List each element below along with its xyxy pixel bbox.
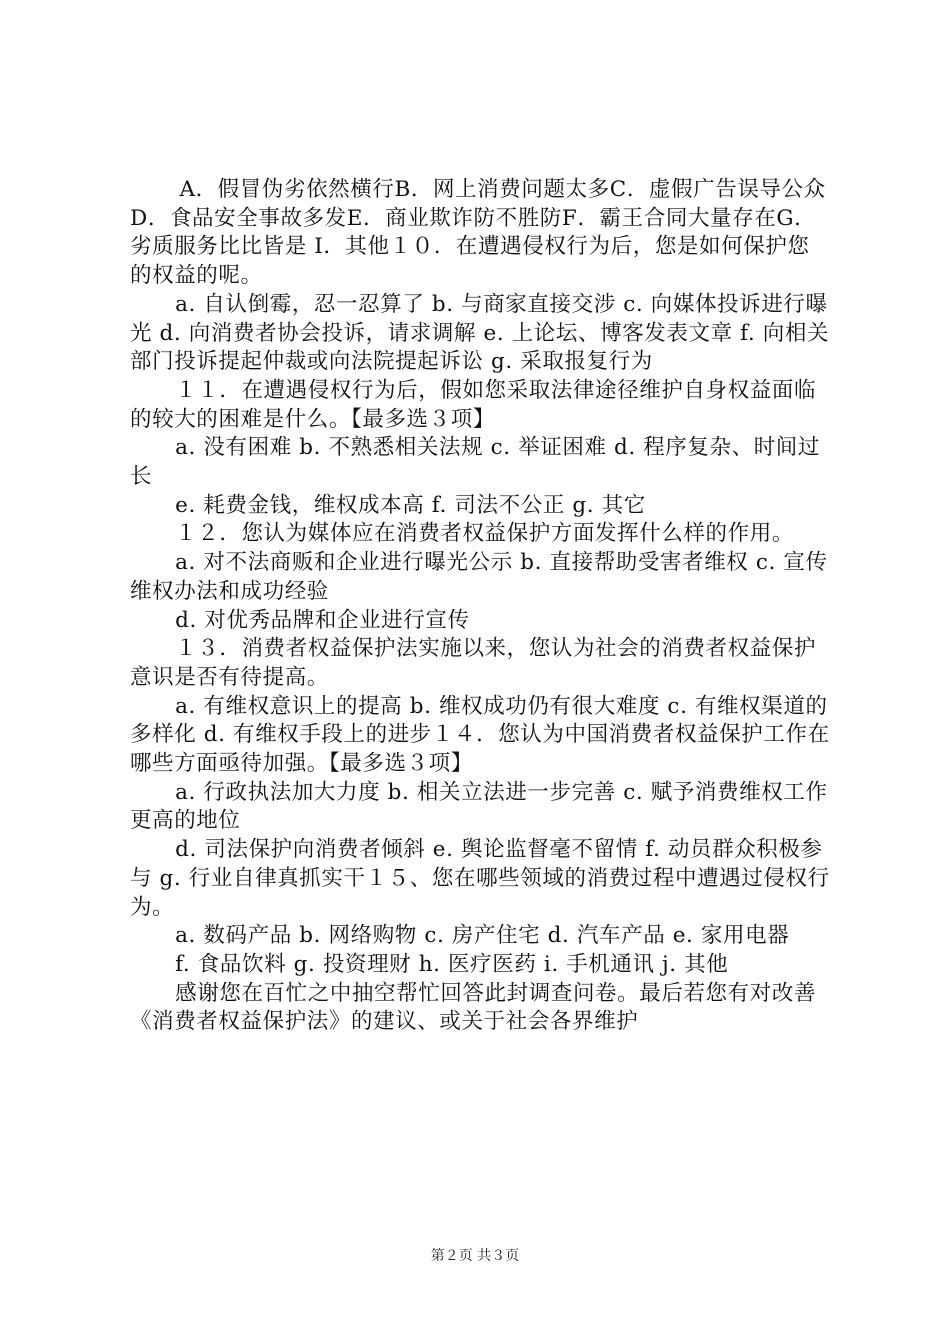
paragraph-q13: １３．消费者权益保护法实施以来，您认为社会的消费者权益保护意识是否有待提高。 [130, 636, 817, 690]
paragraph-q10-options: a. 自认倒霉，忍一忍算了 b. 与商家直接交涉 c. 向媒体投诉进行曝光 d. 向消费者协会投诉，请求调解 e. 上论坛、博客发表文章 f. 向相关部门投诉提起仲裁或向法院提起诉讼 g. 采取报复行为 [130, 291, 830, 375]
paragraph-q13-options-q14: a. 有维权意识上的提高 b. 维权成功仍有很大难度 c. 有维权渠道的多样化 d. 有维权手段上的进步１４．您认为中国消费者权益保护工作在哪些方面亟待加强。【最多选３项】 [130, 693, 830, 777]
paragraph-q15-options-b: f. 食品饮料 g. 投资理财 h. 医疗医药 i. 手机通讯 j. 其他 [175, 951, 729, 977]
paragraph-closing: 感谢您在百忙之中抽空帮忙回答此封调查问卷。最后若您有对改善《消费者权益保护法》的建议、或关于社会各界维护 [130, 980, 817, 1035]
paragraph-q14-options-b-q15: d. 司法保护向消费者倾斜 e. 舆论监督毫不留情 f. 动员群众积极参与 g. 行业自律真抓实干１５、您在哪些领域的消费过程中遭遇过侵权行为。 [130, 837, 830, 920]
paragraph-q11: １１．在遭遇侵权行为后，假如您采取法律途径维护自身权益面临的较大的困难是什么。【最多选３项】 [130, 377, 817, 432]
paragraph-q14-options-a: a. 行政执法加大力度 b. 相关立法进一步完善 c. 赋予消费维权工作更高的地位 [130, 779, 828, 834]
document-body [130, 176, 830, 1037]
paragraph-q12: １２．您认为媒体应在消费者权益保护方面发挥什么样的作用。 [175, 521, 794, 547]
paragraph-q12-options-b: d. 对优秀品牌和企业进行宣传 [175, 607, 470, 633]
paragraph-q12-options-a: a. 对不法商贩和企业进行曝光公示 b. 直接帮助受害者维权 c. 宣传维权办法和成功经验 [130, 550, 828, 604]
paragraph-q11-options-a: a. 没有困难 b. 不熟悉相关法规 c. 举证困难 d. 程序复杂、时间过长 [130, 435, 821, 490]
paragraph-options-list: A．假冒伪劣依然横行B．网上消费问题太多C．虚假广告误导公众D．食品安全事故多发E．商业欺诈防不胜防F．霸王合同大量存在G．劣质服务比比皆是 I．其他１０．在遭遇侵权行为后，您是如何保护您的权益的呢。 [130, 177, 826, 289]
paragraph-q15-options-a: a. 数码产品 b. 网络购物 c. 房产住宅 d. 汽车产品 e. 家用电器 [175, 923, 790, 949]
page-number-footer: 第２页 共３页 [430, 1248, 520, 1264]
paragraph-q11-options-b: e. 耗费金钱，维权成本高 f. 司法不公正 g. 其它 [175, 492, 646, 518]
